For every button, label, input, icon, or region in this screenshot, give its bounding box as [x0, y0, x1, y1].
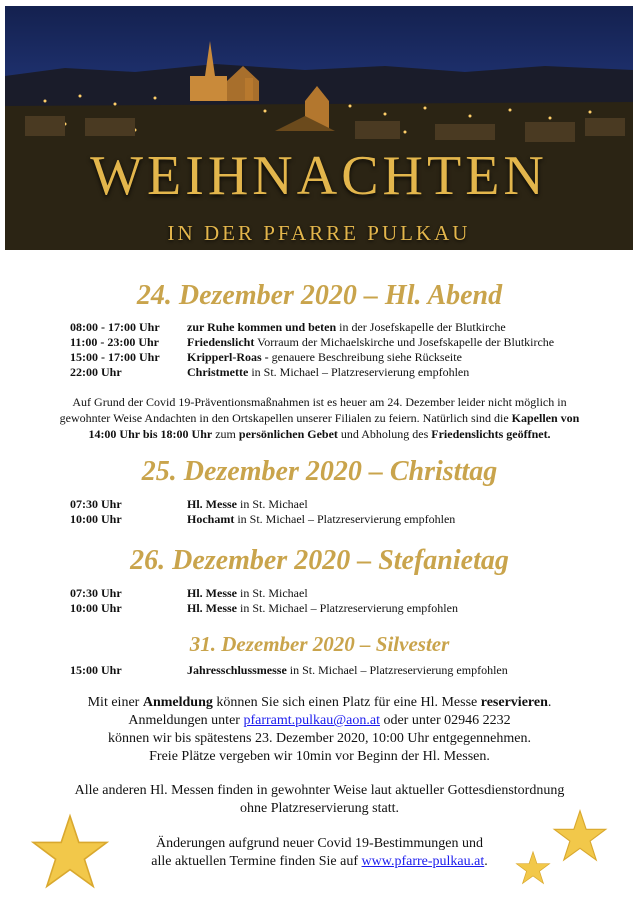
changes-info: Änderungen aufgrund neuer Covid 19-Bestimmungen und alle aktuellen Termine finden Sie auf www.pfarre-pulkau.at.: [151, 836, 488, 869]
event-description: Friedenslicht Vorraum der Michaelskirche und Josefskapelle der Blutkirche: [187, 335, 555, 349]
reservation-info: Mit einer Anmeldung können Sie sich einen Platz für eine Hl. Messe reservieren. Anmeldungen unter pfarramt.pulkau@aon.at oder unter 02946 2232 können wir bis spätestens 23. Dezember 2020, 10:00 Uhr entgegennehmen. Freie Plätze vergeben wir 10min vor Beginn der Hl. Messen.: [87, 695, 552, 764]
event-time: 15:00 - 17:00 Uhr: [70, 350, 160, 364]
event-time: 10:00 Uhr: [70, 512, 122, 526]
event-time: 07:30 Uhr: [70, 497, 122, 511]
event-description: Christmette in St. Michael – Platzreservierung empfohlen: [187, 365, 470, 379]
event-description: Hl. Messe in St. Michael: [187, 586, 308, 600]
event-time: 11:00 - 23:00 Uhr: [70, 335, 159, 349]
event-description: Kripperl-Roas - genauere Beschreibung siehe Rückseite: [187, 350, 462, 364]
website-link[interactable]: www.pfarre-pulkau.at: [361, 854, 485, 869]
event-description: zur Ruhe kommen und beten in der Josefskapelle der Blutkirche: [187, 320, 506, 334]
event-time: 10:00 Uhr: [70, 601, 122, 615]
covid-note: Auf Grund der Covid 19-Präventionsmaßnahmen ist es heuer am 24. Dezember leider nicht möglich in gewohnter Weise Andachten in den Ortskapellen unserer Filialen zu feiern. Natürlich sind die Kapellen von 14:00 Uhr bis 18:00 Uhr zum persönlichen Gebet und Abholung des Friedenslichts geöffnet.: [59, 395, 580, 441]
event-description: Hl. Messe in St. Michael: [187, 497, 308, 511]
heading-dec-31: 31. Dezember 2020 – Silvester: [189, 632, 450, 656]
event-time: 07:30 Uhr: [70, 586, 122, 600]
event-time: 08:00 - 17:00 Uhr: [70, 320, 160, 334]
email-link[interactable]: pfarramt.pulkau@aon.at: [243, 713, 380, 728]
event-time: 22:00 Uhr: [70, 365, 122, 379]
star-icon: [515, 850, 551, 886]
other-masses-info: Alle anderen Hl. Messen finden in gewohnter Weise laut aktueller Gottesdienstordnung ohne Platzreservierung statt.: [74, 783, 565, 816]
event-description: Hl. Messe in St. Michael – Platzreservierung empfohlen: [187, 601, 458, 615]
header-banner: [5, 6, 633, 250]
star-icon: [30, 812, 110, 892]
banner-subtitle: IN DER PFARRE PULKAU: [167, 221, 471, 245]
event-description: Hochamt in St. Michael – Platzreservierung empfohlen: [187, 512, 456, 526]
heading-dec-24: 24. Dezember 2020 – Hl. Abend: [136, 280, 503, 311]
heading-dec-26: 26. Dezember 2020 – Stefanietag: [130, 545, 509, 576]
event-time: 15:00 Uhr: [70, 663, 122, 677]
banner-title: WEIHNACHTEN: [90, 145, 548, 207]
heading-dec-25: 25. Dezember 2020 – Christtag: [141, 456, 498, 487]
night-village-illustration: [5, 6, 633, 250]
star-icon: [552, 808, 608, 864]
event-description: Jahresschlussmesse in St. Michael – Platzreservierung empfohlen: [187, 663, 508, 677]
